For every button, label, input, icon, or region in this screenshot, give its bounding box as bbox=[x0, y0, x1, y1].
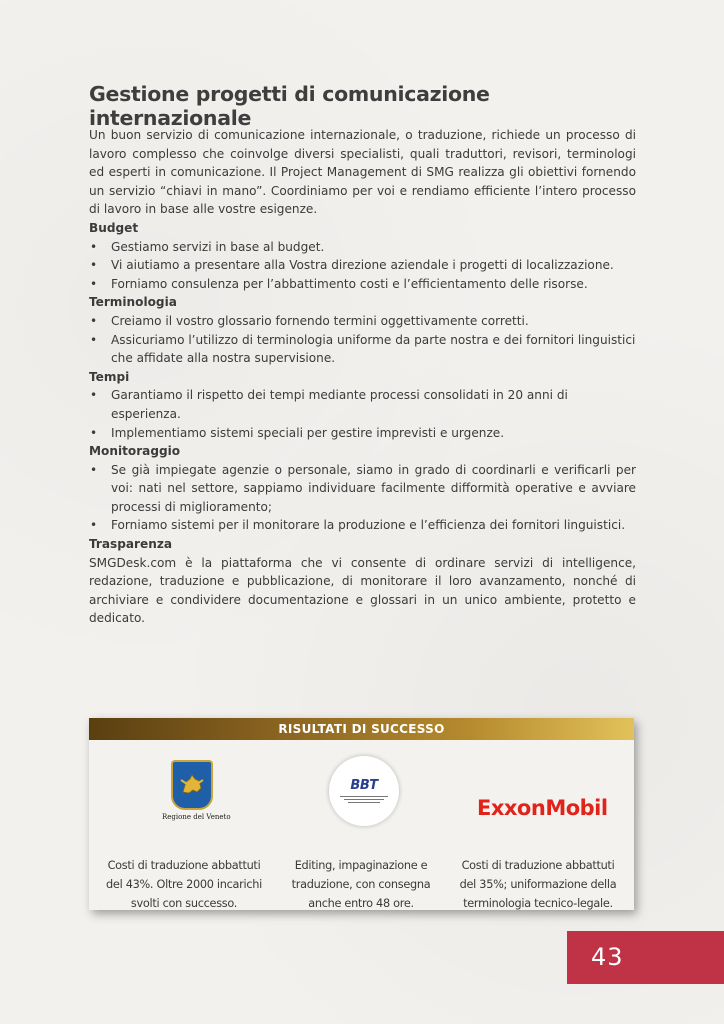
caption-exxon: Costi di traduzione abbattuti del 35%; uniformazione della terminologia tecnico-legale. bbox=[459, 859, 617, 910]
veneto-caption: Regione del Veneto bbox=[162, 813, 231, 821]
page-number: 43 bbox=[567, 931, 724, 984]
main-content bbox=[89, 126, 636, 628]
bbt-mark: BBT bbox=[350, 778, 378, 793]
list-item: • Forniamo sistemi per il monitorare la produzione e l’efficienza dei fornitori linguistici. bbox=[89, 516, 636, 535]
regione-veneto-logo bbox=[162, 760, 231, 821]
section-heading-monitoraggio: Monitoraggio bbox=[89, 444, 181, 459]
section-heading-budget: Budget bbox=[89, 220, 139, 235]
results-banner: RISULTATI DI SUCCESSO bbox=[89, 718, 634, 740]
list-item: • Implementiamo sistemi speciali per gestire imprevisti e urgenze. bbox=[89, 424, 636, 443]
page-title: Gestione progetti di comunicazione internazionale bbox=[89, 82, 490, 130]
section-heading-tempi: Tempi bbox=[89, 369, 130, 384]
exxonmobil-logo: ExxonMobil bbox=[477, 796, 608, 820]
list-item: • Vi aiutiamo a presentare alla Vostra direzione aziendale i progetti di localizzazione. bbox=[89, 256, 636, 275]
tempi-list bbox=[89, 386, 636, 442]
trasparenza-paragraph: SMGDesk.com è la piattaforma che vi consente di ordinare servizi di intelligence, redazione, traduzione e pubblicazione, di monitorare il loro avanzamento, nonché di archiviare e condividere documentazione e glossari in un unico ambiente, protetto e dedicato. bbox=[89, 555, 636, 626]
list-item: • Assicuriamo l’utilizzo di terminologia uniforme da parte nostra e dei fornitori linguistici che affidate alla nostra supervisione. bbox=[89, 331, 636, 368]
caption-veneto: Costi di traduzione abbattuti del 43%. Oltre 2000 incarichi svolti con successo. bbox=[106, 859, 262, 910]
captions-row bbox=[89, 840, 634, 910]
list-item: • Creiamo il vostro glossario fornendo termini oggettivamente corretti. bbox=[89, 312, 636, 331]
section-heading-terminologia: Terminologia bbox=[89, 295, 177, 310]
intro-paragraph: Un buon servizio di comunicazione internazionale, o traduzione, richiede un processo di lavoro complesso che coinvolge diversi specialisti, quali traduttori, revisori, terminologi ed esperti in comunicazione. Il Project Management di SMG realizza gli obiettivi fornendo un servizio “chiavi in mano”. Coordiniamo per voi e rendiamo efficiente l’intero processo di lavoro in base alle vostre esigenze. bbox=[89, 128, 636, 217]
caption-bbt: Editing, impaginazione e traduzione, con consegna anche entro 48 ore. bbox=[291, 859, 431, 910]
lion-crest-icon bbox=[171, 760, 213, 810]
logos-row bbox=[89, 740, 634, 840]
terminologia-list bbox=[89, 312, 636, 368]
list-item: • Gestiamo servizi in base al budget. bbox=[89, 238, 636, 257]
section-heading-trasparenza: Trasparenza bbox=[89, 537, 173, 552]
list-item: • Garantiamo il rispetto dei tempi mediante processi consolidati in 20 anni di esperienza. bbox=[89, 386, 636, 423]
budget-list bbox=[89, 238, 636, 294]
bbt-subtitle-lines bbox=[338, 795, 390, 804]
bbt-logo bbox=[329, 756, 399, 826]
list-item: • Forniamo consulenza per l’abbattimento costi e l’efficientamento delle risorse. bbox=[89, 275, 636, 294]
monitoraggio-list bbox=[89, 461, 636, 535]
list-item: • Se già impiegate agenzie o personale, siamo in grado di coordinarli e verificarli per voi: nati nel settore, sappiamo individuare facilmente difformità operative e avviare processi di miglioramento; bbox=[89, 461, 636, 517]
results-box bbox=[89, 718, 634, 910]
